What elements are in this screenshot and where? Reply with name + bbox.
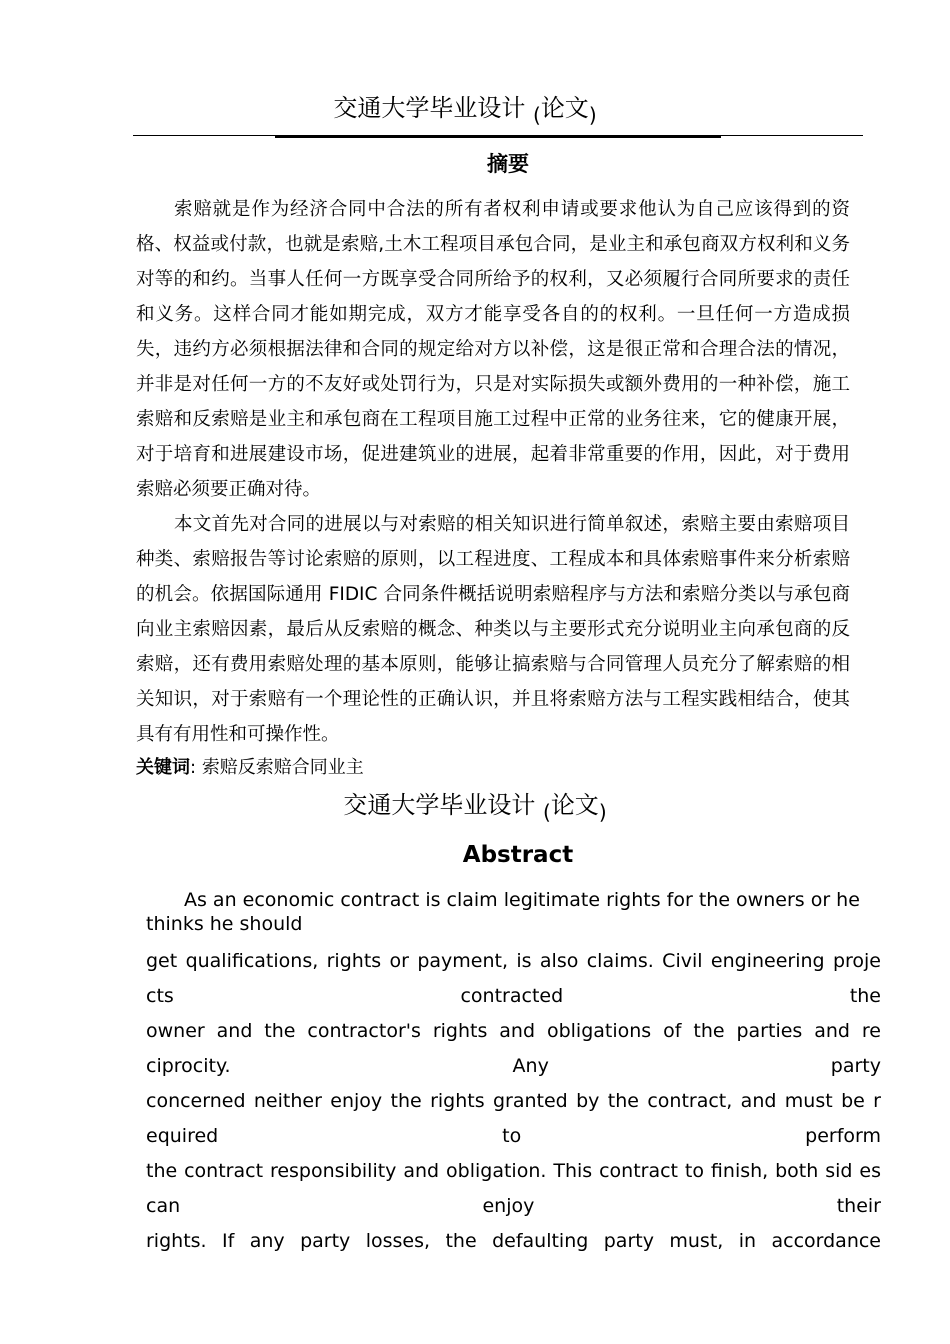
abstract-en-heading: Abstract (462, 842, 574, 868)
page-header (0, 88, 930, 127)
page-header-paren-word: 论文 (540, 94, 589, 122)
page-header-2-title: 交通大学毕业设计 (343, 791, 536, 819)
abstract-en-line: the contract responsibility and obligation. This contract to finish, both sid es can enjoy their (146, 1160, 881, 1217)
keywords-separator: : (190, 757, 197, 778)
page-header-2-paren-close: ) (598, 800, 607, 824)
page-header-title: 交通大学毕业设计 (333, 94, 526, 122)
abstract-cn-body (136, 192, 850, 752)
keywords-label: 关键词 (136, 757, 190, 778)
abstract-en-line: owner and the contractor's rights and obligations of the parties and re ciprocity. Any party (146, 1020, 881, 1077)
page-header-2 (0, 785, 950, 824)
keywords-line (136, 753, 364, 779)
abstract-en-line: rights. If any party losses, the defaulting party must, in accordance (146, 1230, 881, 1252)
page-header-paren-open: ( (533, 103, 541, 127)
abstract-cn-heading: 摘要 (487, 152, 529, 176)
header-rule-thick (275, 135, 721, 138)
keywords-value: 索赔反索赔合同业主 (201, 757, 364, 778)
page-header-paren-close: ) (588, 103, 597, 127)
abstract-en-first-line (146, 888, 886, 936)
page-header-2-paren-word: 论文 (550, 791, 599, 819)
abstract-cn-paragraph-1: 索赔就是作为经济合同中合法的所有者权利申请或要求他认为自己应该得到的资格、权益或付款，也就是索赔,土木工程项目承包合同，是业主和承包商双方权利和义务对等的和约。当事人任何一方既享受合同所给予的权利，又必须履行合同所要求的责任和义务。这样合同才能如期完成，双方才能享受各自的的权利。一旦任何一方造成损失，违约方必须根据法律和合同的规定给对方以补偿，这是很正常和合理合法的情况，并非是对任何一方的不友好或处罚行为，只是对实际损失或额外费用的一种补偿，施工索赔和反索赔是业主和承包商在工程项目施工过程中正常的业务往来，它的健康开展，对于培育和进展建设市场，促进建筑业的进展，起着非常重要的作用，因此，对于费用索赔必须要正确对待。 (136, 199, 850, 500)
abstract-en-first-text: As an economic contract is claim legitimate rights for the owners or he thinks he should (146, 889, 860, 935)
page-header-2-paren-open: ( (543, 800, 551, 824)
abstract-cn-paragraph-2: 本文首先对合同的进展以与对索赔的相关知识进行简单叙述，索赔主要由索赔项目种类、索赔报告等讨论索赔的原则，以工程进度、工程成本和具体索赔事件来分析索赔的机会。依据国际通用 FIDIC 合同条件概括说明索赔程序与方法和索赔分类以与承包商向业主索赔因素，最后从反索赔的概念、种类以与主要形式充分说明业主向承包商的反索赔，还有费用索赔处理的基本原则，能够让搞索赔与合同管理人员充分了解索赔的相关知识，对于索赔有一个理论性的正确认识，并且将索赔方法与工程实践相结合，使其具有有用性和可操作性。 (136, 514, 850, 745)
abstract-en-line: concerned neither enjoy the rights granted by the contract, and must be r equired to perform (146, 1090, 881, 1147)
abstract-en-body (146, 944, 881, 1259)
abstract-en-line: get qualifications, rights or payment, is also claims. Civil engineering proje cts contracted the (146, 950, 881, 1007)
